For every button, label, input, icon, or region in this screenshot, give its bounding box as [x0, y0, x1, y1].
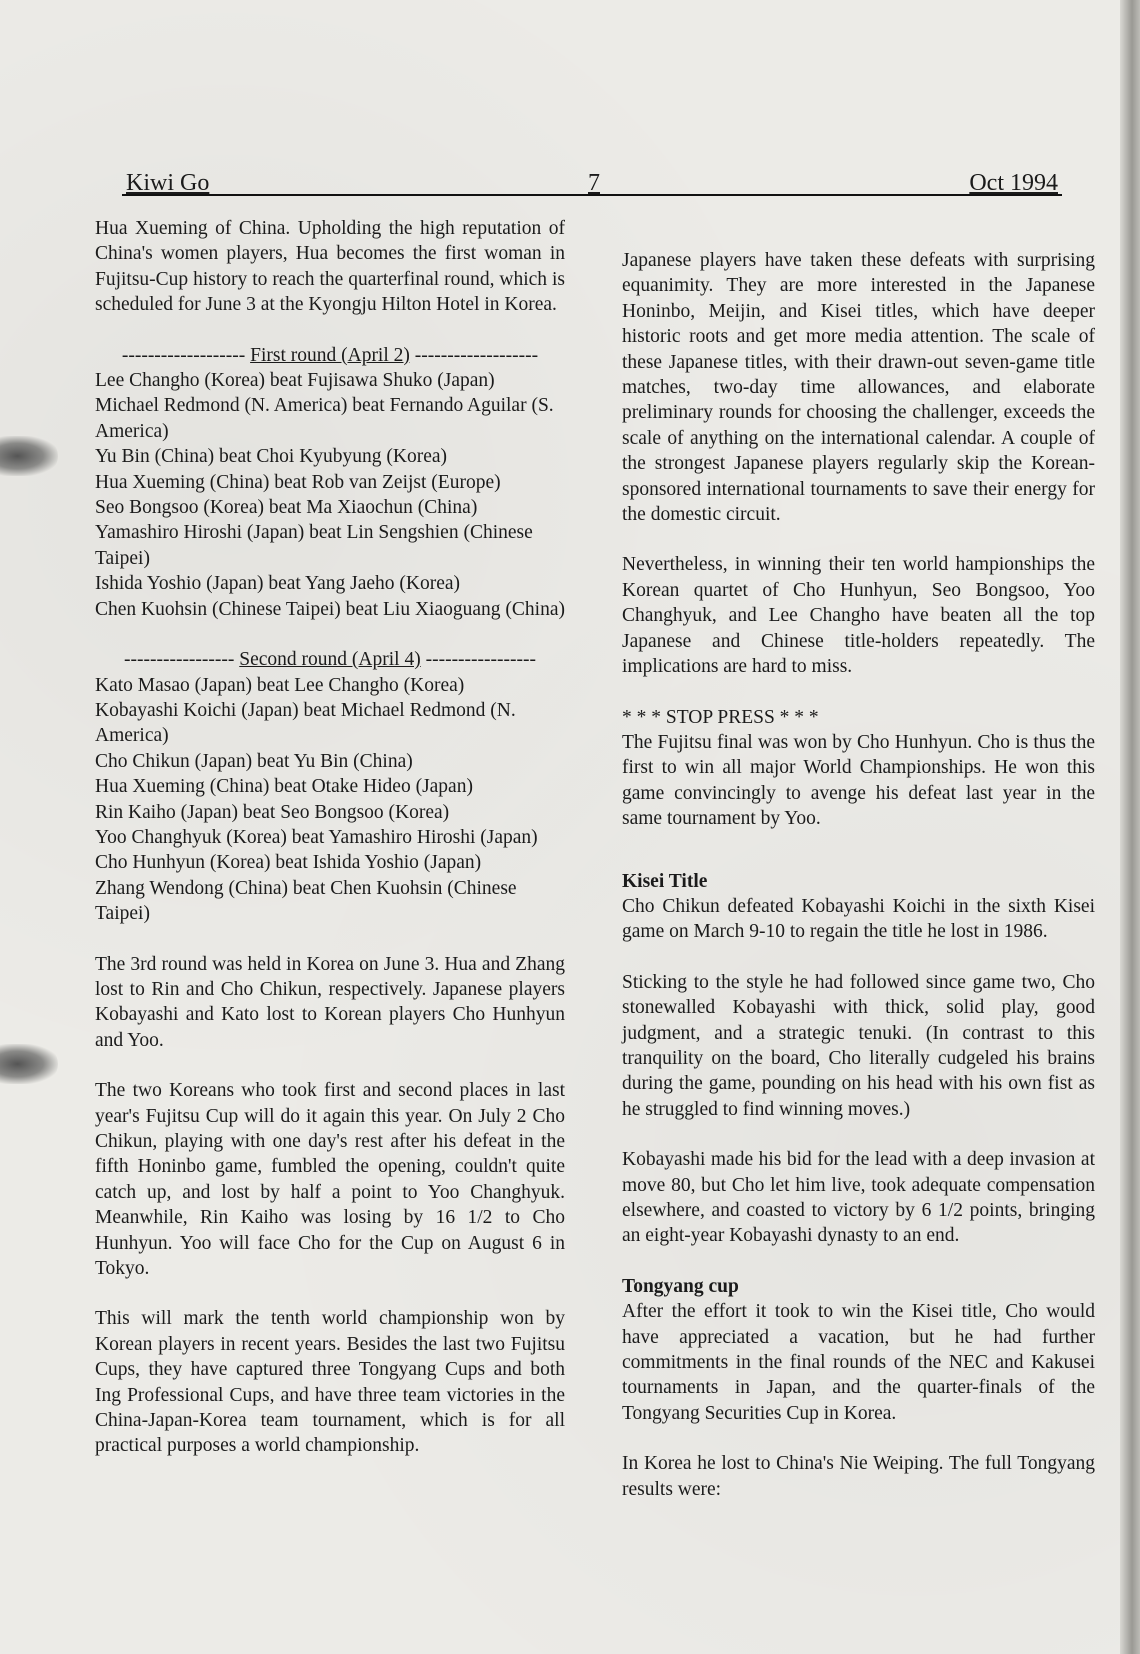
match-result: Cho Chikun (Japan) beat Yu Bin (China)	[95, 750, 413, 772]
first-round-results	[95, 368, 565, 622]
japanese-players-paragraph: Japanese players have taken these defeats with surprising equanimity. They are more interested in the Japanese Honinbo, Meijin, and Kisei titles, which have deeper historic roots and get more media attention. The scale of these Japanese titles, with their drawn-out seven-game title matches, two-day time allowances, and elaborate preliminary rounds for choosing the challenger, exceeds the scale of anything on the international calendar. A couple of the strongest Japanese players regularly skip the Korean-sponsored international tournaments to save their energy for the domestic circuit.	[622, 250, 1095, 526]
tongyang-heading: Tongyang cup	[622, 1275, 739, 1297]
third-round-paragraph: The 3rd round was held in Korea on June 3. Hua and Zhang lost to Rin and Cho Chikun, respectively. Japanese players Kobayashi and Kato lost to Korean players Cho Hunhyun and Yoo.	[95, 953, 565, 1051]
second-round-title: Second round (April 4)	[239, 649, 421, 671]
match-result: Kobayashi Koichi (Japan) beat Michael Redmond (N. America)	[95, 699, 516, 747]
tenth-championship-paragraph: This will mark the tenth world championship won by Korean players in recent years. Besides the last two Fujitsu Cups, they have captured three Tongyang Cups and both Ing Professional Cups, and have three team victories in the China-Japan-Korea team tournament, which is for all practical purposes a world championship.	[95, 1308, 565, 1457]
newsletter-title: Kiwi Go	[126, 170, 210, 196]
match-result: Michael Redmond (N. America) beat Fernando Aguilar (S. America)	[95, 395, 554, 442]
match-result: Hua Xueming (China) beat Otake Hideo (Japan)	[95, 776, 473, 798]
match-result: Yamashiro Hiroshi (Japan) beat Lin Sengshien (Chinese Taipei)	[95, 522, 533, 569]
match-result: Ishida Yoshio (Japan) beat Yang Jaeho (Korea)	[95, 573, 461, 595]
match-result: Yu Bin (China) beat Choi Kyubyung (Korea)	[95, 446, 448, 468]
match-result: Hua Xueming (China) beat Rob van Zeijst (Europe)	[95, 471, 501, 493]
tongyang-paragraph-1: After the effort it took to win the Kisei title, Cho would have appreciated a vacation, but he had further commitments in the final rounds of the NEC and Kakusei tournaments in Japan, and the quarter-finals of the Tongyang Securities Cup in Korea.	[622, 1301, 1095, 1424]
punch-hole-mark	[0, 436, 58, 476]
stop-press-text: The Fujitsu final was won by Cho Hunhyun. Cho is thus the first to win all major World Championships. He won this game convincingly to avenge his defeat last year in the same tournament by Yoo.	[622, 731, 1095, 830]
left-column	[95, 216, 565, 1459]
intro-paragraph: Hua Xueming of China. Upholding the high reputation of China's women players, Hua becomes the first woman in Fujitsu-Cup history to reach the quarterfinal round, which is scheduled for June 3 at the Kyongju Hilton Hotel in Korea.	[95, 218, 565, 316]
first-round-title: First round (April 2)	[250, 344, 410, 366]
punch-hole-mark	[0, 1044, 58, 1084]
stop-press-title: * * * STOP PRESS * * *	[622, 706, 819, 728]
match-result: Kato Masao (Japan) beat Lee Changho (Korea)	[95, 674, 465, 696]
match-result: Yoo Changhyuk (Korea) beat Yamashiro Hiroshi (Japan)	[95, 826, 538, 848]
page-header	[122, 168, 1062, 196]
match-result: Zhang Wendong (China) beat Chen Kuohsin (Chinese Taipei)	[95, 877, 517, 925]
two-koreans-paragraph: The two Koreans who took first and second places in last year's Fujitsu Cup will do it again this year. On July 2 Cho Chikun, playing with one day's rest after his defeat in the fifth Honinbo game, fumbled the opening, couldn't quite catch up, and lost by half a point to Yoo Changhyuk. Meanwhile, Rin Kaiho was losing by 16 1/2 to Cho Hunhyun. Yoo will face Cho for the Cup on August 6 in Tokyo.	[95, 1080, 565, 1280]
page-number: 7	[588, 170, 600, 196]
nevertheless-paragraph: Nevertheless, in winning their ten world hampionships the Korean quartet of Cho Hunhyun, Seo Bongsoo, Yoo Changhyuk, and Lee Changho have beaten all the top Japanese and Chinese title-holders repeatedly. The implications are hard to miss.	[622, 554, 1095, 678]
issue-date: Oct 1994	[969, 170, 1058, 196]
second-round-heading: ----------------- Second round (April 4) -----------------	[124, 649, 536, 671]
kisei-paragraph-2: Sticking to the style he had followed since game two, Cho stonewalled Kobayashi with thick, solid play, good judgment, and a strategic tenuki. (In contrast to this tranquility on the board, Cho literally cudgeled his brains during the game, pounding on his head with his own fist as he struggled to find winning moves.)	[622, 971, 1095, 1120]
match-result: Chen Kuohsin (Chinese Taipei) beat Liu Xiaoguang (China)	[95, 598, 565, 620]
second-round-results	[95, 673, 565, 927]
match-result: Rin Kaiho (Japan) beat Seo Bongsoo (Korea)	[95, 801, 450, 823]
kisei-paragraph-3: Kobayashi made his bid for the lead with a deep invasion at move 80, but Cho let him live, took adequate compensation elsewhere, and coasted to victory by 6 1/2 points, bringing an eight-year Kobayashi dynasty to an end.	[622, 1149, 1095, 1247]
match-result: Cho Hunhyun (Korea) beat Ishida Yoshio (Japan)	[95, 852, 482, 874]
tongyang-paragraph-2: In Korea he lost to China's Nie Weiping. The full Tongyang results were:	[622, 1453, 1095, 1500]
right-column	[622, 248, 1095, 1502]
match-result: Lee Changho (Korea) beat Fujisawa Shuko (Japan)	[95, 370, 495, 392]
kisei-heading: Kisei Title	[622, 870, 708, 892]
first-round-heading: ------------------- First round (April 2) -------------------	[121, 344, 539, 366]
match-result: Seo Bongsoo (Korea) beat Ma Xiaochun (China)	[95, 497, 478, 519]
page-edge-shadow	[1120, 0, 1140, 1654]
kisei-paragraph-1: Cho Chikun defeated Kobayashi Koichi in the sixth Kisei game on March 9-10 to regain the title he lost in 1986.	[622, 895, 1095, 943]
